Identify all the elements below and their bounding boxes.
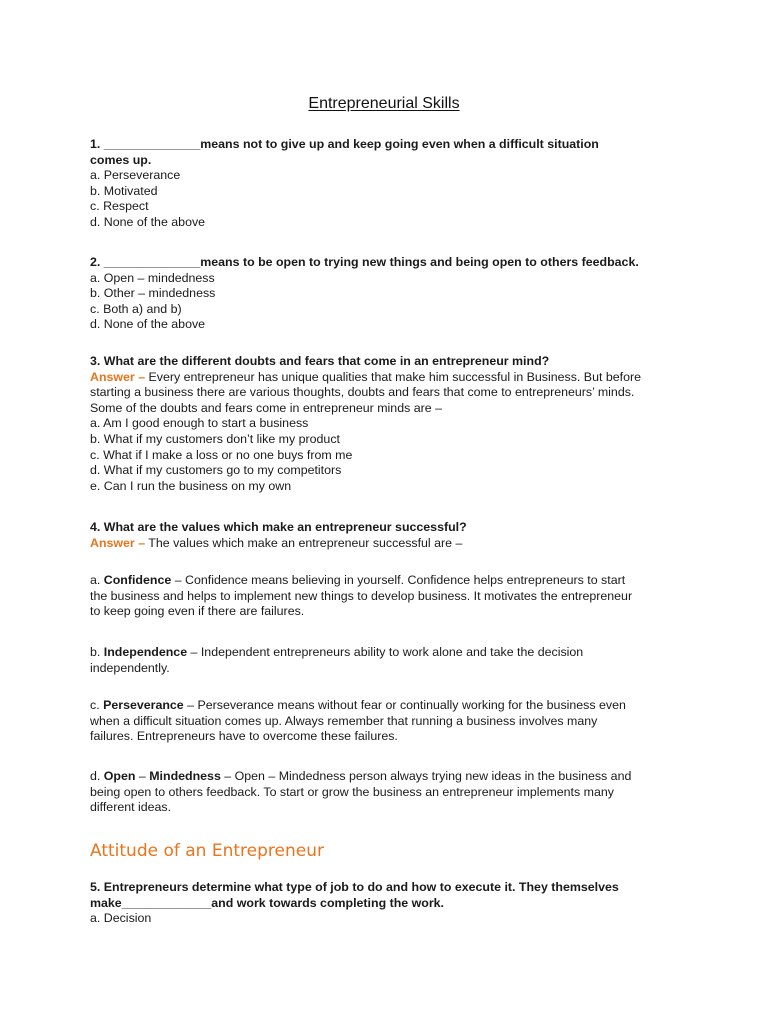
value-term-separator: –: [135, 769, 150, 783]
value-prefix: d.: [90, 769, 104, 783]
question-1-text: 1. ______________means not to give up and keep going even when a difficult situation: [90, 137, 599, 151]
option-a: a. Open – mindedness: [90, 270, 215, 285]
answer-label: Answer –: [90, 369, 146, 384]
option-a: a. Perseverance: [90, 168, 181, 183]
question-4: [90, 520, 690, 551]
value-text-cont: to keep going even if there are failures.: [90, 604, 305, 619]
answer-text-cont: starting a business there are various thoughts, doubts and fears that come to entrepreneurs’ minds.: [90, 385, 635, 400]
answer-line: [90, 536, 690, 552]
option-c: c. Both a) and b): [90, 301, 182, 316]
question-5: [90, 880, 690, 927]
value-term: Independence: [103, 645, 188, 659]
value-text: – Independent entrepreneurs ability to work alone and take the decision: [187, 645, 584, 659]
value-open-mindedness: [90, 769, 690, 816]
value-prefix: a.: [90, 573, 104, 587]
value-text: – Perseverance means without fear or continually working for the business even: [183, 698, 626, 712]
option-b: b. Motivated: [90, 183, 158, 198]
value-line: [90, 769, 690, 785]
value-term: Perseverance: [103, 698, 184, 712]
answer-text: The values which make an entrepreneur successful are –: [145, 535, 463, 550]
value-perseverance: [90, 698, 690, 745]
question-5-text: 5. Entrepreneurs determine what type of job to do and how to execute it. They themselves: [90, 880, 619, 894]
value-prefix: b.: [90, 645, 104, 659]
value-term: Confidence: [103, 573, 172, 587]
value-line: [90, 645, 690, 661]
answer-line: [90, 370, 690, 386]
option-c: c. Respect: [90, 199, 149, 214]
question-1: [90, 137, 690, 231]
value-line: [90, 573, 690, 589]
question-3-text: 3. What are the different doubts and fears that come in an entrepreneur mind?: [90, 354, 550, 368]
value-text-cont: being open to others feedback. To start or grow the business an entrepreneur implements many: [90, 784, 614, 799]
section-heading: Attitude of an Entrepreneur: [90, 841, 324, 861]
document-title: Entrepreneurial Skills: [308, 95, 460, 112]
value-text-cont: failures. Entrepreneurs have to overcome these failures.: [90, 729, 398, 744]
list-item: d. What if my customers go to my competitors: [90, 463, 342, 478]
value-text-cont: independently.: [90, 660, 170, 675]
question-1-text-cont: comes up.: [90, 152, 152, 167]
value-confidence: [90, 573, 690, 620]
question-5-text-cont: make_____________and work towards completing the work.: [90, 895, 444, 910]
answer-label: Answer –: [90, 535, 146, 550]
list-item: b. What if my customers don’t like my product: [90, 431, 340, 446]
question-2-text: 2. ______________means to be open to trying new things and being open to others feedback.: [90, 255, 639, 269]
question-2: [90, 255, 690, 333]
value-term: Mindedness: [149, 769, 221, 783]
value-term: Open: [103, 769, 136, 783]
option-d: d. None of the above: [90, 317, 206, 332]
question-4-text: 4. What are the values which make an entrepreneur successful?: [90, 520, 467, 534]
list-item: c. What if I make a loss or no one buys from me: [90, 447, 353, 462]
option-a: a. Decision: [90, 911, 152, 926]
option-b: b. Other – mindedness: [90, 286, 216, 301]
answer-text-cont: Some of the doubts and fears come in entrepreneur minds are –: [90, 400, 442, 415]
list-item: e. Can I run the business on my own: [90, 478, 292, 493]
value-text: – Open – Mindedness person always trying new ideas in the business and: [220, 769, 632, 783]
value-text: – Confidence means believing in yourself. Confidence helps entrepreneurs to start: [171, 573, 626, 587]
question-3: [90, 354, 690, 494]
value-line: [90, 698, 690, 714]
list-item: a. Am I good enough to start a business: [90, 416, 309, 431]
option-d: d. None of the above: [90, 214, 206, 229]
value-text-cont: the business and helps to implement new things to develop business. It motivates the entrepreneur: [90, 588, 633, 603]
value-text-cont: when a difficult situation comes up. Always remember that running a business involves many: [90, 713, 598, 728]
value-text-cont: different ideas.: [90, 800, 172, 815]
value-independence: [90, 645, 690, 676]
value-prefix: c.: [90, 698, 104, 712]
answer-text: Every entrepreneur has unique qualities that make him successful in Business. But before: [145, 369, 641, 384]
